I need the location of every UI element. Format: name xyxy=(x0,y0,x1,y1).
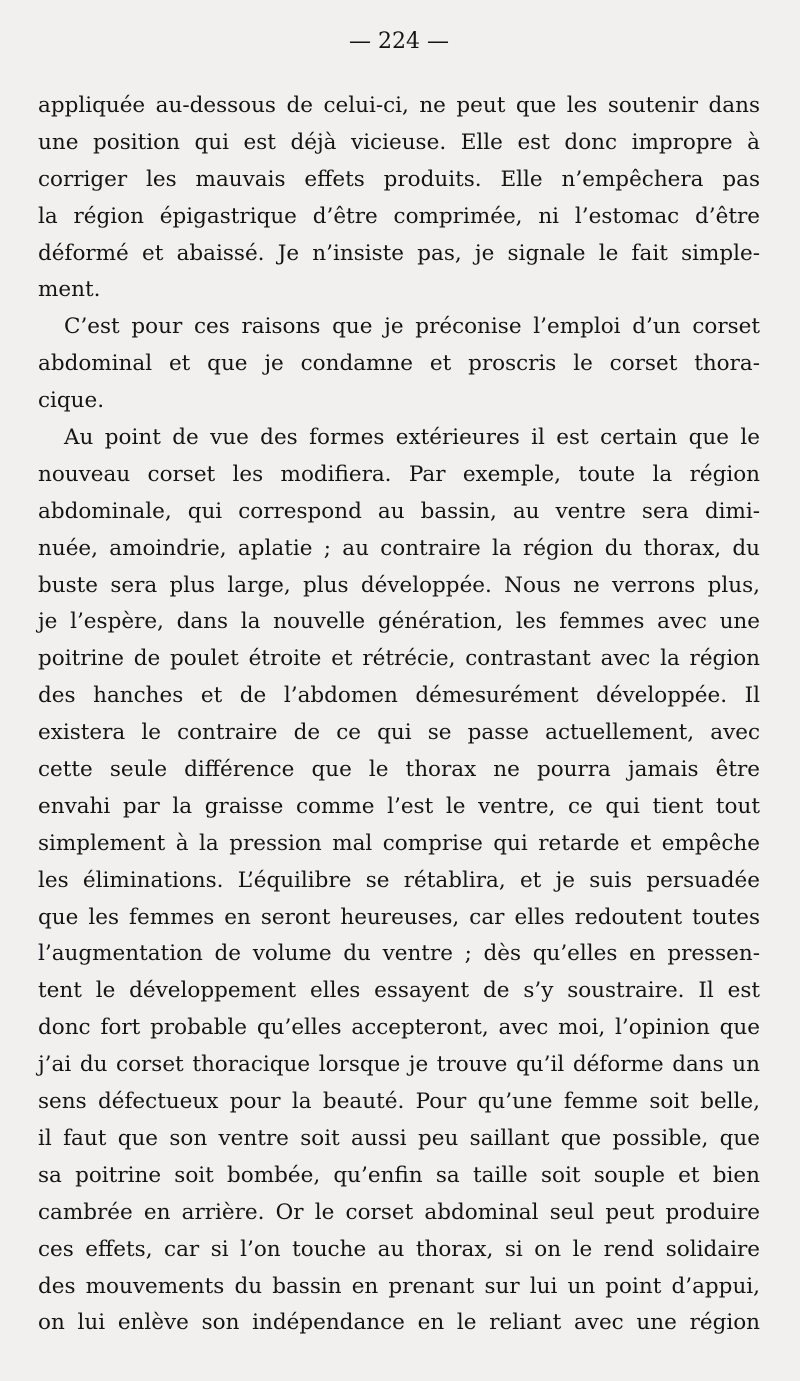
text-line: tent le développement elles essayent de s’y soustraire. Il est xyxy=(38,978,760,1004)
text-line: sens défectueux pour la beauté. Pour qu’une femme soit belle, xyxy=(38,1089,760,1115)
text-line: je l’espère, dans la nouvelle génération, les femmes avec une xyxy=(38,609,760,635)
paragraph xyxy=(38,88,760,309)
paragraph xyxy=(38,420,760,1342)
text-line: donc fort probable qu’elles accepteront, avec moi, l’opinion que xyxy=(38,1015,760,1041)
text-line: sa poitrine soit bombée, qu’enfin sa taille soit souple et bien xyxy=(38,1162,760,1188)
body-text xyxy=(38,88,760,1342)
text-line: cambrée en arrière. Or le corset abdominal seul peut produire xyxy=(38,1199,760,1225)
text-line: buste sera plus large, plus développée. Nous ne verrons plus, xyxy=(38,572,760,598)
paragraph xyxy=(38,309,760,420)
text-line: envahi par la graisse comme l’est le ventre, ce qui tient tout xyxy=(38,793,760,819)
text-line: il faut que son ventre soit aussi peu saillant que possible, que xyxy=(38,1125,760,1151)
text-line: la région épigastrique d’être comprimée, ni l’estomac d’être xyxy=(38,203,760,229)
text-line: abdominal et que je condamne et proscris le corset thora- xyxy=(38,351,760,377)
text-line: poitrine de poulet étroite et rétrécie, contrastant avec la région xyxy=(38,646,760,672)
text-line: que les femmes en seront heureuses, car elles redoutent toutes xyxy=(38,904,760,930)
text-line: ces effets, car si l’on touche au thorax, si on le rend solidaire xyxy=(38,1236,760,1262)
text-line: appliquée au-dessous de celui-ci, ne peut que les soutenir dans xyxy=(38,93,760,118)
text-line: on lui enlève son indépendance en le reliant avec une région xyxy=(38,1310,760,1336)
text-line: existera le contraire de ce qui se passe actuellement, avec xyxy=(38,720,760,746)
text-line: une position qui est déjà vicieuse. Elle est donc impropre à xyxy=(38,129,760,155)
text-line: cette seule différence que le thorax ne pourra jamais être xyxy=(38,757,760,783)
text-line: nouveau corset les modifiera. Par exemple, toute la région xyxy=(38,461,760,487)
text-line: j’ai du corset thoracique lorsque je trouve qu’il déforme dans un xyxy=(38,1052,760,1078)
text-line: des hanches et de l’abdomen démesurément développée. Il xyxy=(38,683,760,709)
text-line: Au point de vue des formes extérieures il est certain que le xyxy=(64,425,760,451)
text-line: simplement à la pression mal comprise qui retarde et empêche xyxy=(38,830,760,856)
text-line: C’est pour ces raisons que je préconise l’emploi d’un corset xyxy=(64,314,760,340)
text-line: cique. xyxy=(38,388,105,414)
text-line: abdominale, qui correspond au bassin, au ventre sera dimi- xyxy=(38,498,760,524)
text-line: l’augmentation de volume du ventre ; dès qu’elles en pressen- xyxy=(38,941,760,967)
text-line: déformé et abaissé. Je n’insiste pas, je signale le fait simple- xyxy=(38,240,760,266)
text-line: nuée, amoindrie, aplatie ; au contraire la région du thorax, du xyxy=(38,535,760,561)
text-line: des mouvements du bassin en prenant sur lui un point d’appui, xyxy=(38,1273,760,1299)
page-number: — 224 — xyxy=(349,29,449,54)
text-line: ment. xyxy=(38,277,101,303)
text-line: corriger les mauvais effets produits. Elle n’empêchera pas xyxy=(38,166,760,192)
text-line: les éliminations. L’équilibre se rétablira, et je suis persuadée xyxy=(38,867,760,893)
